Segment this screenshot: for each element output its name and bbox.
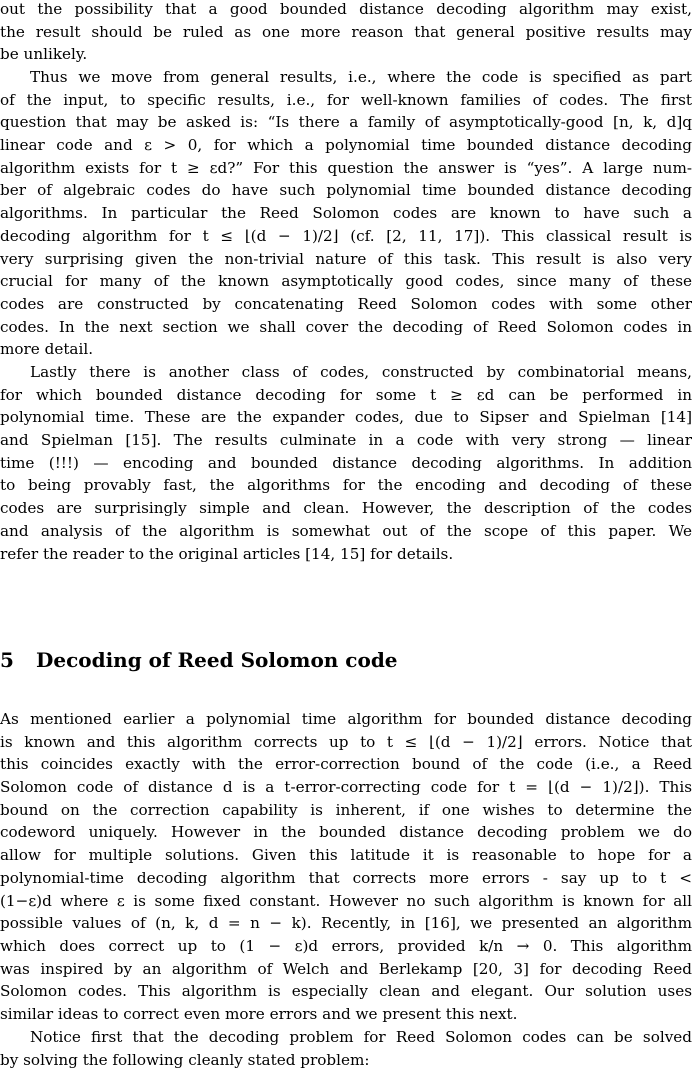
paragraph-3 [0, 361, 692, 565]
text-line: be unlikely. [0, 45, 88, 64]
text-line: this coincides exactly with the error-correction bound of the code (i.e., a Reed [0, 755, 692, 774]
text-line: to being provably fast, the algorithms for the encoding and decoding of these [0, 476, 692, 495]
text-line: very surprising given the non-trivial nature of this task. This result is also very [0, 249, 692, 268]
text-line: Notice first that the decoding problem for Reed Solomon codes can be solved [30, 1028, 692, 1046]
text-line: codes are surprisingly simple and clean. However, the description of the codes [0, 499, 692, 518]
text-line: bound on the correction capability is inherent, if one wishes to determine the [0, 800, 692, 819]
text-line: codes. In the next section we shall cover the decoding of Reed Solomon codes in [0, 317, 692, 336]
text-line: similar ideas to correct even more errors and we present this next. [0, 1004, 518, 1023]
paragraph-5 [0, 1026, 692, 1071]
text-line: refer the reader to the original articles [14, 15] for details. [0, 544, 454, 563]
text-line: out the possibility that a good bounded distance decoding algorithm may exist, [0, 0, 692, 18]
text-line: linear code and ε > 0, for which a polynomial time bounded distance decoding [0, 136, 692, 155]
text-line: the result should be ruled as one more reason that general positive results may [0, 22, 692, 41]
text-line: polynomial time. These are the expander codes, due to Sipser and Spielman [14] [0, 408, 692, 427]
section-heading [0, 645, 398, 675]
text-line: Solomon codes. This algorithm is especially clean and elegant. Our solution uses [0, 982, 692, 1001]
paragraph-4 [0, 708, 692, 1026]
text-line: ber of algebraic codes do have such polynomial time bounded distance decoding [0, 181, 692, 200]
text-line: was inspired by an algorithm of Welch and Berlekamp [20, 3] for decoding Reed [0, 959, 692, 978]
section-number: 5 [0, 648, 14, 672]
text-line: crucial for many of the known asymptotically good codes, since many of these [0, 272, 692, 291]
text-line: algorithm exists for t ≥ εd?” For this question the answer is “yes”. A large num- [0, 158, 692, 177]
text-line: is known and this algorithm corrects up to t ≤ ⌊(d − 1)/2⌋ errors. Notice that [0, 732, 692, 751]
text-line: more detail. [0, 340, 94, 359]
section-title: Decoding of Reed Solomon code [36, 648, 398, 672]
text-line: time (!!!) — encoding and bounded distance decoding algorithms. In addition [0, 453, 692, 472]
text-line: codeword uniquely. However in the bounded distance decoding problem we do [0, 823, 692, 842]
text-line: Solomon code of distance d is a t-error-correcting code for t = ⌊(d − 1)/2⌋). This [0, 778, 692, 797]
text-line: decoding algorithm for t ≤ ⌊(d − 1)/2⌋ (cf. [2, 11, 17]). This classical result is [0, 226, 692, 245]
text-line: codes are constructed by concatenating Reed Solomon codes with some other [0, 294, 692, 313]
text-line: which does correct up to (1 − ε)d errors, provided k/n → 0. This algorithm [0, 936, 692, 955]
text-line: by solving the following cleanly stated problem: [0, 1050, 370, 1069]
text-line: As mentioned earlier a polynomial time algorithm for bounded distance decoding [0, 710, 692, 728]
paragraph-2 [0, 66, 692, 361]
text-line: Thus we move from general results, i.e., where the code is specified as part [30, 68, 692, 86]
text-line: question that may be asked is: “Is there a family of asymptotically-good [n, k, d]q [0, 113, 692, 132]
text-line: Lastly there is another class of codes, constructed by combinatorial means, [30, 363, 692, 381]
text-line: and analysis of the algorithm is somewhat out of the scope of this paper. We [0, 521, 692, 540]
text-line: (1−ε)d where ε is some fixed constant. However no such algorithm is known for all [0, 891, 692, 910]
text-line: and Spielman [15]. The results culminate in a code with very strong — linear [0, 431, 692, 450]
paragraph-1 [0, 0, 692, 66]
text-line: possible values of (n, k, d = n − k). Recently, in [16], we presented an algorithm [0, 914, 692, 933]
text-line: algorithms. In particular the Reed Solomon codes are known to have such a [0, 204, 692, 223]
text-line: polynomial-time decoding algorithm that corrects more errors - say up to t < [0, 868, 692, 887]
text-line: of the input, to specific results, i.e., for well-known families of codes. The first [0, 90, 692, 109]
text-line: allow for multiple solutions. Given this latitude it is reasonable to hope for a [0, 846, 692, 865]
text-line: for which bounded distance decoding for some t ≥ εd can be performed in [0, 385, 692, 404]
